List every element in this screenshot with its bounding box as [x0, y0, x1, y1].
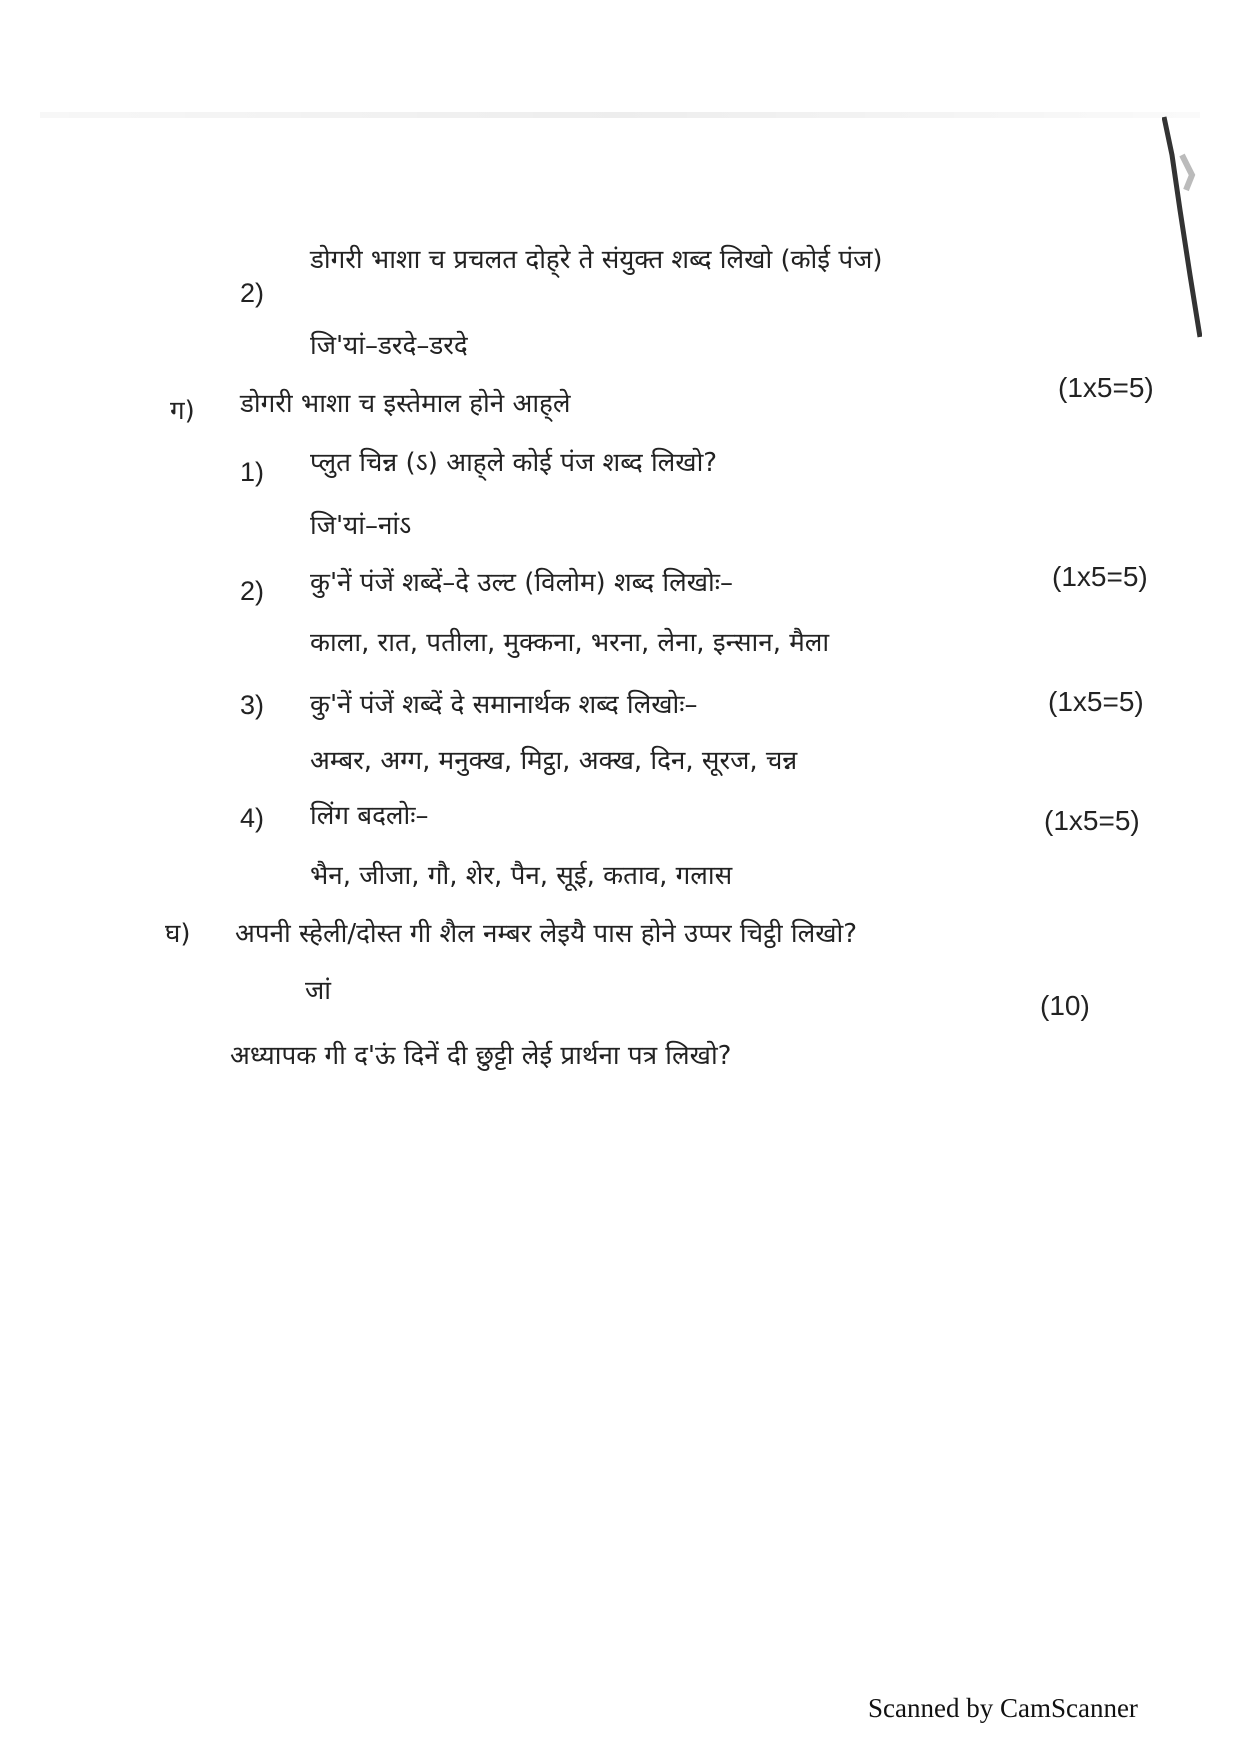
or-text: जां [305, 976, 332, 1006]
scan-corner-mark [1162, 115, 1202, 340]
word-list: भैन, जीजा, गौ, शेर, पैन, सूई, कताव, गलास [310, 861, 733, 891]
scan-edge-shadow [40, 112, 1200, 118]
example-text: जि'यां–नांऽ [310, 511, 412, 541]
scanner-watermark: Scanned by CamScanner [868, 1693, 1138, 1723]
section-label: घ) [165, 919, 191, 949]
section-heading: डोगरी भाशा च इस्तेमाल होने आह्‌ले [240, 389, 571, 419]
example-text: जि'यां–डरदे–डरदे [310, 331, 468, 361]
section-label: ग) [170, 396, 195, 426]
item-number: 2) [240, 576, 265, 606]
item-number: 4) [240, 803, 265, 833]
question-text: डोगरी भाशा च प्रचलत दोह्‌रे ते संयुक्त शब्द लिखो (कोई पंज) [310, 245, 883, 275]
word-list: काला, रात, पतीला, मुक्कना, भरना, लेना, इन्सान, मैला [310, 628, 830, 658]
marks-label: (1x5=5) [1058, 372, 1154, 403]
word-list: अम्बर, अग्ग, मनुक्ख, मिट्ठा, अक्ख, दिन, सूरज, चन्न [310, 746, 798, 776]
item-number: 2) [240, 278, 265, 308]
marks-label: (1x5=5) [1052, 561, 1148, 592]
question-text: अध्यापक गी द'ऊं दिनें दी छुट्टी लेई प्रार्थना पत्र लिखो? [230, 1041, 732, 1071]
marks-label: (10) [1040, 990, 1090, 1021]
question-text: कु'नें पंजें शब्दें दे समानार्थक शब्द लिखोः– [310, 690, 698, 720]
item-number: 3) [240, 690, 265, 720]
marks-label: (1x5=5) [1044, 805, 1140, 836]
question-text: प्लुत चिन्न (ऽ) आह्‌ले कोई पंज शब्द लिखो? [310, 448, 718, 478]
question-text: अपनी स्हेली/दोस्त गी शैल नम्बर लेइयै पास होने उप्पर चिट्ठी लिखो? [235, 919, 858, 949]
item-number: 1) [240, 457, 265, 487]
question-text: लिंग बदलोः– [310, 801, 429, 831]
marks-label: (1x5=5) [1048, 686, 1144, 717]
question-text: कु'नें पंजें शब्दें–दे उल्ट (विलोम) शब्द लिखोः– [310, 568, 733, 598]
